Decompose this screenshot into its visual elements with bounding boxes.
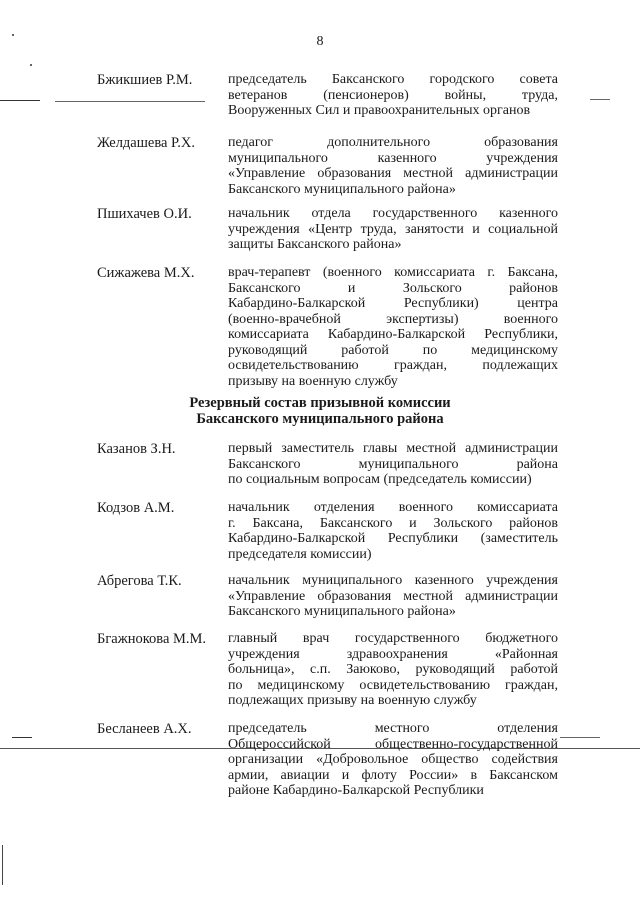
member-position: [228, 206, 558, 253]
position-line: председатель Баксанского городского совета: [228, 72, 558, 87]
scan-streak: [590, 99, 610, 100]
position-line: (военно-врачебной экспертизы) военного: [228, 311, 558, 327]
member-name: Казанов З.Н.: [97, 441, 176, 457]
position-line: Баксанского муниципального района: [228, 456, 558, 472]
member-position: [228, 631, 558, 709]
heading-line: Баксанского муниципального района: [196, 411, 444, 427]
member-position: [228, 135, 558, 197]
position-line: начальник отдела государственного казенного: [228, 206, 558, 221]
member-name: Желдашева Р.Х.: [97, 135, 196, 151]
member-name: Сижажева М.Х.: [97, 265, 195, 281]
member-name: Бесланеев А.Х.: [97, 721, 192, 737]
scan-streak: [12, 737, 32, 738]
member-position: [228, 265, 558, 389]
position-line: начальник отделения военного комиссариата: [228, 500, 558, 515]
position-line: армии, авиации и флоту России» в Баксанском: [228, 767, 558, 783]
member-position: [228, 721, 558, 799]
reserve-section-heading: [0, 395, 640, 427]
position-line: первый заместитель главы местной администрации: [228, 441, 558, 456]
position-line: по медицинскому освидетельствованию граждан,: [228, 677, 558, 693]
member-name: Бгажнокова М.М.: [97, 631, 207, 647]
position-line: начальник муниципального казенного учреждения: [228, 573, 558, 588]
position-line: Кабардино-Балкарской Республики (заместитель: [228, 531, 558, 546]
member-name: Кодзов А.М.: [97, 500, 175, 516]
position-line: Баксанского муниципального района»: [228, 604, 456, 619]
member-name: Пшихачев О.И.: [97, 206, 192, 222]
position-line: г. Баксана, Баксанского и Зольского районов: [228, 515, 558, 531]
position-line: больница», с.п. Заюково, руководящий работой: [228, 662, 558, 677]
position-line: призыву на военную службу: [228, 373, 398, 389]
position-line: Баксанского муниципального района»: [228, 181, 456, 197]
scan-streak: [55, 101, 205, 102]
position-line: муниципального казенного учреждения: [228, 150, 558, 166]
position-line: «Управление образования местной администрации: [228, 588, 558, 604]
position-line: ветеранов (пенсионеров) войны, труда,: [228, 87, 558, 103]
member-position: [228, 500, 558, 562]
position-line: Кабардино-Балкарской Республики) центра: [228, 296, 558, 311]
scan-streak: [560, 737, 600, 738]
member-position: [228, 72, 558, 119]
position-line: Вооруженных Сил и правоохранительных органов: [228, 103, 531, 118]
page-number: 8: [316, 34, 324, 49]
position-line: освидетельствованию граждан, подлежащих: [228, 358, 558, 373]
member-position: [228, 573, 558, 620]
scan-speck: [12, 34, 14, 36]
position-line: организации «Добровольное общество содействия: [228, 752, 558, 767]
position-line: педагог дополнительного образования: [228, 135, 558, 150]
position-line: врач-терапевт (военного комиссариата г. Баксана,: [228, 265, 558, 280]
position-line: председателя комиссии): [228, 546, 372, 562]
position-line: защиты Баксанского района»: [228, 237, 402, 252]
member-name: Абрегова Т.К.: [97, 573, 182, 589]
position-line: подлежащих призыву на военную службу: [228, 693, 477, 708]
position-line: Баксанского и Зольского районов: [228, 280, 558, 296]
position-line: Общероссийской общественно-государственной: [228, 736, 558, 752]
member-position: [228, 441, 558, 488]
position-line: по социальным вопросам (председатель комиссии): [228, 472, 532, 487]
scan-speck: [30, 64, 32, 66]
position-line: председатель местного отделения: [228, 721, 558, 736]
position-line: главный врач государственного бюджетного: [228, 631, 558, 646]
heading-line: Резервный состав призывной комиссии: [189, 395, 451, 411]
position-line: руководящий работой по медицинскому: [228, 342, 558, 358]
position-line: комиссариата Кабардино-Балкарской Республики,: [228, 327, 558, 342]
scan-streak: [0, 100, 40, 101]
position-line: районе Кабардино-Балкарской Республики: [228, 783, 484, 798]
position-line: учреждения «Центр труда, занятости и социальной: [228, 221, 558, 237]
scan-edge-mark: [2, 845, 3, 885]
member-name: Бжикшиев Р.М.: [97, 72, 193, 88]
position-line: учреждения здравоохранения «Районная: [228, 646, 558, 662]
position-line: «Управление образования местной администрации: [228, 166, 558, 181]
